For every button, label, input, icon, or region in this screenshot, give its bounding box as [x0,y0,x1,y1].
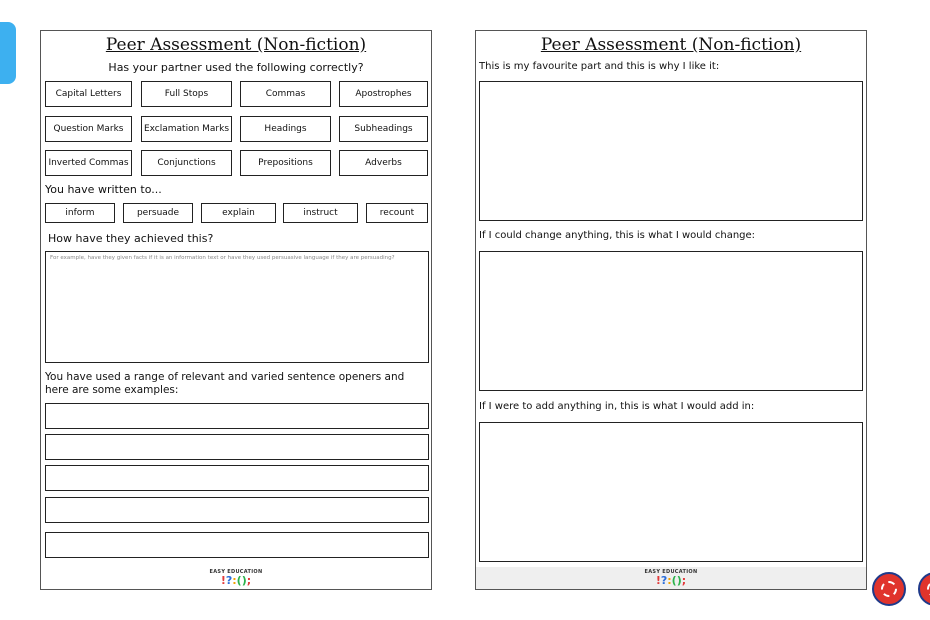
logo-text: EASY EDUCATION [209,569,263,575]
checklist-item-adverbs: Adverbs [339,150,428,176]
checklist-item-full-stops: Full Stops [141,81,232,107]
blue-accent-bar [0,22,16,84]
easy-education-logo [210,569,263,586]
opener-example-box-1[interactable] [45,403,429,429]
logo-mark: () [671,574,682,587]
openers-label: You have used a range of relevant and varied sentence openers and here are some examples: [45,371,405,396]
favourite-answer-box[interactable] [479,81,863,221]
logo-text: EASY EDUCATION [644,569,698,575]
achieved-hint: For example, have they given facts if it is an information text or have they used persuasive language if they are persuading? [50,255,395,261]
purpose-recount: recount [366,203,428,223]
favourite-label: This is my favourite part and this is why I like it: [479,61,720,72]
checklist-item-conjunctions: Conjunctions [141,150,232,176]
logo-mark: ? [660,574,668,587]
achieved-answer-box[interactable] [45,251,429,363]
checklist-item-capital-letters: Capital Letters [45,81,132,107]
logo-mark: : [667,574,672,587]
sheet-title: Peer Assessment (Non-fiction) [105,35,367,55]
logo-mark: ; [681,574,687,587]
opener-example-box-3[interactable] [45,465,429,491]
peer-assessment-sheet-left [40,30,432,590]
checklist-item-commas: Commas [240,81,331,107]
checklist-question: Has your partner used the following correctly? [108,61,364,74]
opener-example-box-5[interactable] [45,532,429,558]
purpose-instruct: instruct [283,203,358,223]
achieved-label: How have they achieved this? [48,232,214,245]
change-label: If I could change anything, this is what I would change: [479,230,756,241]
checklist-item-headings: Headings [240,116,331,142]
easy-education-logo [645,569,698,586]
logo-mark: ; [246,574,252,587]
logo-mark: ! [220,574,226,587]
logo-punctuation-marks [210,575,263,586]
logo-mark: : [232,574,237,587]
logo-mark: () [236,574,247,587]
checklist-item-inverted-commas: Inverted Commas [45,150,132,176]
checklist-item-question-marks: Question Marks [45,116,132,142]
checklist-item-prepositions: Prepositions [240,150,331,176]
add-label: If I were to add anything in, this is what I would add in: [479,401,755,412]
logo-mark: ! [655,574,661,587]
add-answer-box[interactable] [479,422,863,562]
opener-example-box-2[interactable] [45,434,429,460]
checklist-item-subheadings: Subheadings [339,116,428,142]
purpose-persuade: persuade [123,203,193,223]
logo-mark: ? [225,574,233,587]
logo-punctuation-marks [645,575,698,586]
opener-example-box-4[interactable] [45,497,429,523]
purpose-explain: explain [201,203,276,223]
change-answer-box[interactable] [479,251,863,391]
purpose-inform: inform [45,203,115,223]
pen-ring-icon [881,581,897,597]
pen-cursor-icon[interactable] [918,572,930,606]
checklist-item-apostrophes: Apostrophes [339,81,428,107]
pen-cursor-icon[interactable] [872,572,906,606]
written-to-label: You have written to... [45,183,162,196]
sheet-title: Peer Assessment (Non-fiction) [540,35,802,55]
checklist-item-exclamation-marks: Exclamation Marks [141,116,232,142]
peer-assessment-sheet-right [475,30,867,590]
